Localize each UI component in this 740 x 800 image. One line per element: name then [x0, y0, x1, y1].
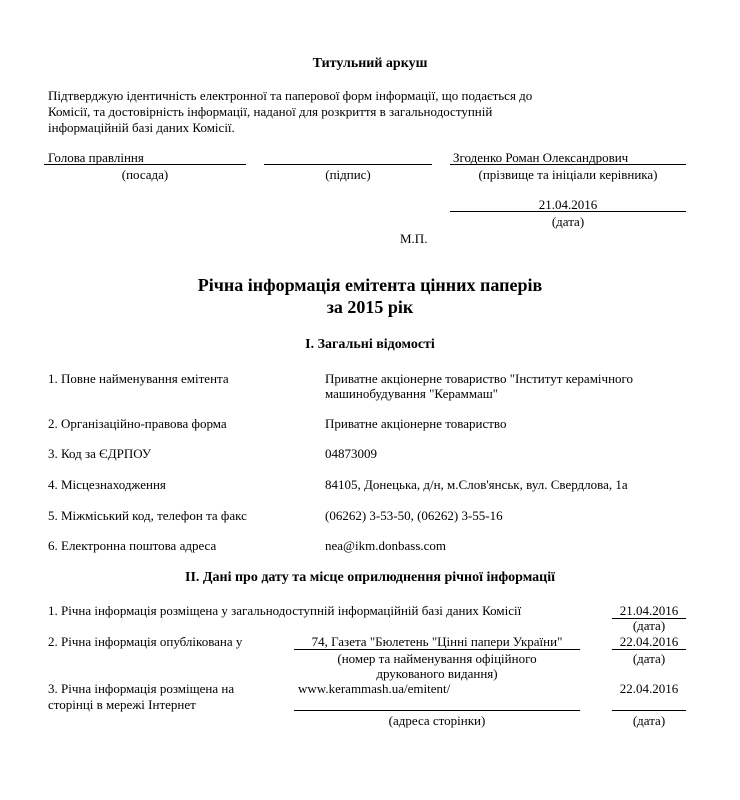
sign-date: 21.04.2016 [538, 197, 598, 212]
section1-row3-value: 04873009 [325, 446, 377, 461]
section1-row5-value: (06262) 3-53-50, (06262) 3-55-16 [325, 508, 503, 523]
section1-row1-label: 1. Повне найменування емітента [48, 371, 229, 386]
section1-row6-value: nea@ikm.donbass.com [325, 538, 447, 553]
confirmation-line-3: інформаційній базі даних Комісії. [48, 120, 235, 135]
section2-item2-caption-line2: друкованого видання) [376, 666, 498, 681]
name-underline [450, 164, 686, 165]
confirmation-line-1: Підтверджую ідентичність електронної та паперової форм інформації, що подається до [48, 88, 533, 103]
section2-item2-publication: 74, Газета "Бюлетень "Цінні папери України" [311, 634, 563, 649]
position-value: Голова правління [48, 150, 144, 165]
manager-name-value: Згоденко Роман Олександрович [453, 150, 629, 165]
section2-item3-caption: (адреса сторінки) [388, 713, 486, 728]
section1-row2-label: 2. Організаційно-правова форма [48, 416, 227, 431]
section2-item3-underline [294, 710, 580, 711]
name-caption: (прізвище та ініціали керівника) [478, 167, 658, 182]
section1-row5-label: 5. Міжміський код, телефон та факс [48, 508, 247, 523]
signature-underline [264, 164, 432, 165]
section2-item1-date: 21.04.2016 [619, 603, 679, 618]
section2-item2-date: 22.04.2016 [619, 634, 679, 649]
stamp-place: М.П. [400, 231, 428, 246]
section2-item3-label-line1: 3. Річна інформація розміщена на [48, 681, 235, 696]
section2-item2-underline [294, 649, 580, 650]
report-title-line-2: за 2015 рік [326, 297, 414, 317]
section1-row4-label: 4. Місцезнаходження [48, 477, 166, 492]
sign-date-underline [450, 211, 686, 212]
section1-row6-label: 6. Електронна поштова адреса [48, 538, 217, 553]
position-caption: (посада) [121, 167, 169, 182]
section1-heading: I. Загальні відомості [305, 337, 435, 352]
section2-item3-date-caption: (дата) [632, 713, 666, 728]
section2-item2-date-underline [612, 649, 686, 650]
report-title-line-1: Річна інформація емітента цінних паперів [197, 275, 543, 295]
signature-caption: (підпис) [325, 167, 371, 182]
section1-row2-value: Приватне акціонерне товариство [325, 416, 507, 431]
section2-item2-label: 2. Річна інформація опублікована у [48, 634, 243, 649]
section2-item1-label: 1. Річна інформація розміщена у загальнодоступній інформаційній базі даних Комісії [48, 603, 522, 618]
section1-row1-value-line2: машинобудування "Кераммаш" [325, 386, 499, 401]
position-underline [44, 164, 246, 165]
section2-item1-date-caption: (дата) [632, 618, 666, 633]
section1-row1-value-line1: Приватне акціонерне товариство "Інститут керамічного [325, 371, 634, 386]
section2-item3-label-line2: сторінці в мережі Інтернет [48, 697, 196, 712]
section2-item3-date: 22.04.2016 [619, 681, 679, 696]
section2-item2-date-caption: (дата) [632, 651, 666, 666]
sign-date-caption: (дата) [551, 214, 585, 229]
section2-item3-url: www.kerammash.ua/emitent/ [298, 681, 451, 696]
section1-row3-label: 3. Код за ЄДРПОУ [48, 446, 152, 461]
section2-heading: II. Дані про дату та місце оприлюднення річної інформації [185, 570, 555, 585]
title-sheet-heading: Титульний аркуш [312, 56, 428, 71]
confirmation-line-2: Комісії, та достовірність інформації, наданої для розкриття в загальнодоступній [48, 104, 493, 119]
section1-row4-value: 84105, Донецька, д/н, м.Слов'янськ, вул. Свердлова, 1а [325, 477, 628, 492]
section2-item3-date-underline [612, 710, 686, 711]
section2-item2-caption-line1: (номер та найменування офіційного [337, 651, 537, 666]
